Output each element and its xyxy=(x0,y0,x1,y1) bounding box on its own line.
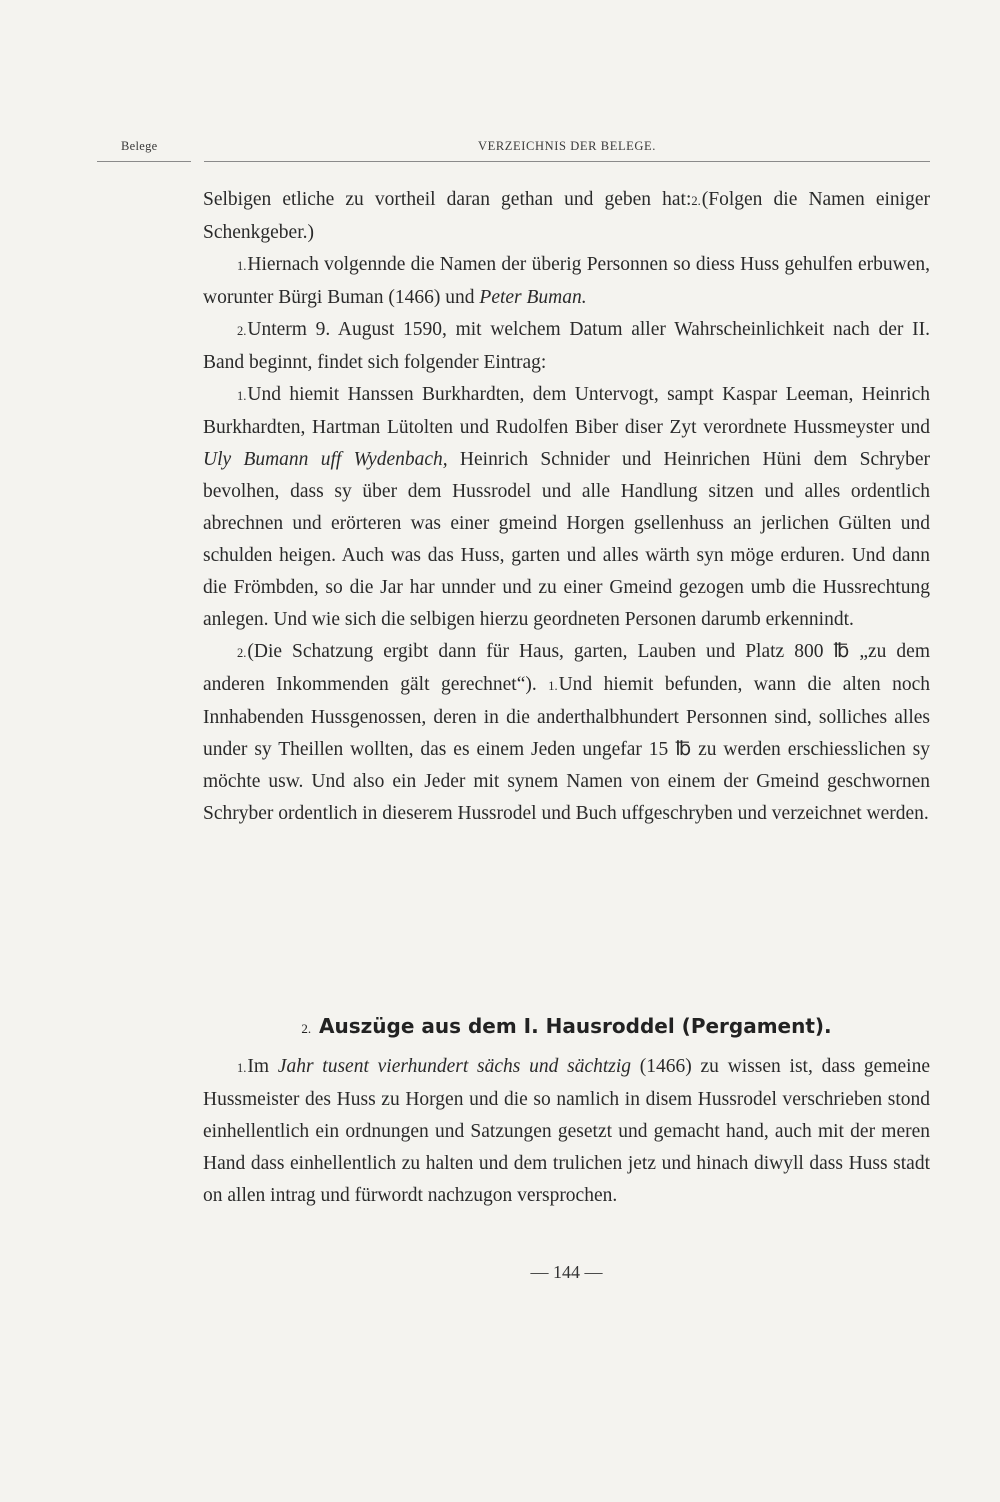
marker: 1. xyxy=(237,389,247,403)
section-paragraph: 1.Im Jahr tusent vierhundert sächs und sächtzig (1466) zu wissen ist, dass gemeine Hussmeister des Huss zu Horgen und die so namlich in disem Hussrodel verschrieben stond einhellentlich ein ordnungen und Satzungen gesetzt und gemacht hand, auch mit der meren Hand dass einhellentlich zu halten und dem trulichen jetz und hinach diwyll dass Huss stadt on allen intrag und fürwordt nachzugon versprochen. xyxy=(203,1056,930,1206)
section-marker: 2. xyxy=(301,1021,312,1036)
paragraph-3: 2.Unterm 9. August 1590, mit welchem Datum aller Wahrscheinlichkeit nach der II. Band beginnt, findet sich folgender Eintrag: xyxy=(203,319,930,373)
header-rule xyxy=(204,161,930,162)
running-title: VERZEICHNIS DER BELEGE. xyxy=(477,139,657,153)
marker: 2. xyxy=(691,194,701,208)
paragraph-5: 2.(Die Schatzung ergibt dann für Haus, garten, Lauben und Platz 800 ℔ „zu dem anderen Inkommenden gält gerechnet“). 1.Und hiemit befunden, wann die alten noch Innhabenden Hussgenossen, deren in die anderthalbhundert Personnen sind, solliches alles under sy Theillen wollten, das es einem Jeden ungefar 15 ℔ zu werden erschiesslichen sy möchte usw. Und also ein Jeder mit synem Namen von einem der Gmeind geschwornen Schryber ordentlich in dieserem Hussrodel und Buch uffgeschryben und verzeichnet werden. xyxy=(203,641,930,824)
side-rule xyxy=(97,161,191,162)
body-text xyxy=(203,184,930,830)
section-body xyxy=(203,1051,930,1212)
side-label: Belege xyxy=(121,139,158,153)
marker: 2. xyxy=(237,324,247,338)
section-title: 2. Auszüge aus dem I. Hausroddel (Pergament). xyxy=(301,1014,832,1038)
marker: 1. xyxy=(237,259,247,273)
paragraph-4: 1.Und hiemit Hanssen Burkhardten, dem Untervogt, sampt Kaspar Leeman, Heinrich Burkhardten, Hartman Lütolten und Rudolfen Biber diser Zyt verordnete Hussmeyster und Uly Bumann uff Wydenbach, Heinrich Schnider und Heinrichen Hüni dem Schryber bevolhen, dass sy über dem Hussrodel und alle Handlung sitzen und alles ordentlich abrechnen und erörteren was einer gmeind Horgen gsellenhuss an jerlichen Gülten und schulden heigen. Auch was das Huss, garten und alles wärth syn möge erduren. Und dann die Frömbden, so die Jar har unnder und zu einer Gmeind gezogen umb die Hussrechtung anlegen. Und wie sich die selbigen hierzu geordneten Personen darumb erkennindt. xyxy=(203,384,930,630)
marker: 1. xyxy=(237,1061,247,1075)
page-number: — 144 — xyxy=(530,1262,603,1282)
paragraph-2: 1.Hiernach volgennde die Namen der überig Personnen so diess Huss gehulfen erbuwen, worunter Bürgi Buman (1466) und Peter Buman. xyxy=(203,254,930,308)
marker: 1. xyxy=(548,679,558,693)
marker: 2. xyxy=(237,646,247,660)
paragraph-1: Selbigen etliche zu vortheil daran gethan und geben hat:2.(Folgen die Namen einiger Schenkgeber.) xyxy=(203,189,930,243)
